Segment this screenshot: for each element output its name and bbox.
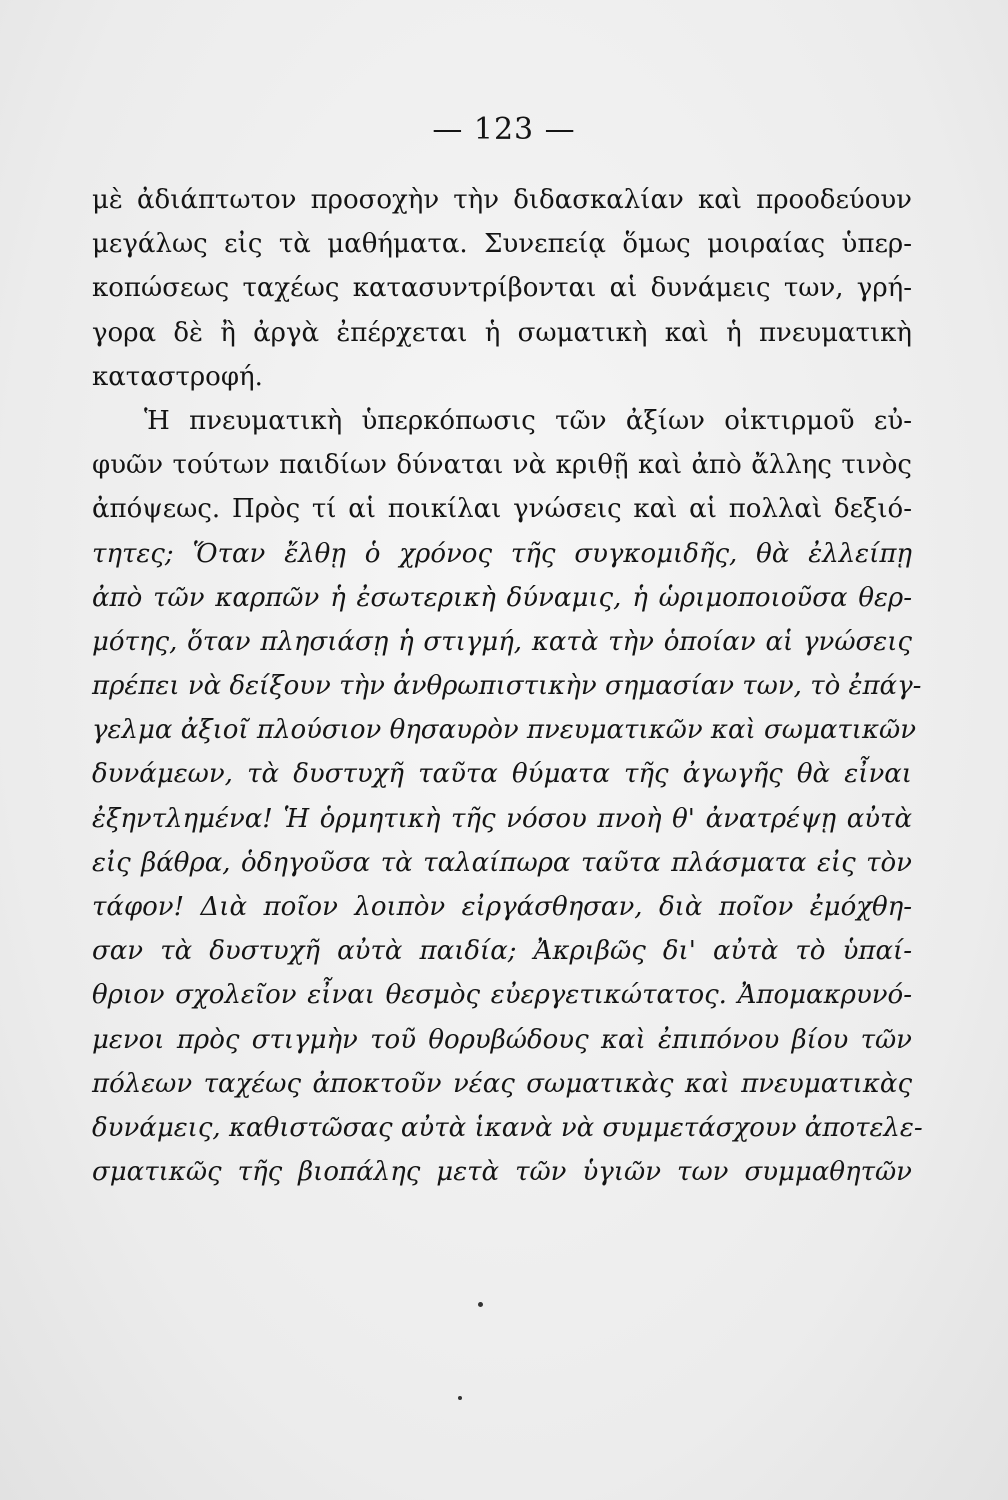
text-line: πόλεων ταχέως ἀποκτοῦν νέας σωματικὰς καὶ πνευματικὰς: [92, 1068, 912, 1099]
text-line: πρέπει νὰ δείξουν τὴν ἀνθρωπιστικὴν σημασίαν των, τὸ ἐπάγ-: [92, 671, 922, 702]
text-line: καταστροφή.: [92, 361, 263, 392]
ink-speck: [458, 1396, 462, 1400]
text-line: δυνάμεων, τὰ δυστυχῆ ταῦτα θύματα τῆς ἀγωγῆς θὰ εἶναι: [92, 759, 912, 790]
page-number: — 123 —: [432, 112, 576, 147]
text-line: μὲ ἀδιάπτωτον προσοχὴν τὴν διδασκαλίαν καὶ προοδεύουν: [92, 185, 912, 215]
text-line: δυνάμεις, καθιστῶσας αὐτὰ ἱκανὰ νὰ συμμετάσχουν ἀποτελε-: [92, 1112, 923, 1143]
text-line: θριον σχολεῖον εἶναι θεσμὸς εὐεργετικώτατος. Ἀπομακρυνό-: [92, 980, 912, 1011]
text-line: γελμα ἀξιοῖ πλούσιον θησαυρὸν πνευματικῶν καὶ σωματικῶν: [92, 715, 917, 746]
text-line: τητες; Ὅταν ἔλθῃ ὁ χρόνος τῆς συγκομιδῆς, θὰ ἐλλείπῃ: [92, 538, 912, 569]
text-line: μότης, ὅταν πλησιάσῃ ἡ στιγμή, κατὰ τὴν ὁποίαν αἱ γνώσεις: [92, 626, 912, 657]
text-line: ἀπὸ τῶν καρπῶν ἡ ἐσωτερικὴ δύναμις, ἡ ὡριμοποιοῦσα θερ-: [92, 582, 912, 613]
text-line: Ἡ πνευματικὴ ὑπερκόπωσις τῶν ἀξίων οἰκτιρμοῦ εὐ-: [144, 405, 912, 436]
text-line: γορα δὲ ἢ ἀργὰ ἐπέρχεται ἡ σωματικὴ καὶ ἡ πνευματικὴ: [92, 317, 912, 348]
text-line: ἀπόψεως. Πρὸς τί αἱ ποικίλαι γνώσεις καὶ αἱ πολλαὶ δεξιό-: [92, 494, 912, 525]
text-line: μενοι πρὸς στιγμὴν τοῦ θορυβώδους καὶ ἐπιπόνου βίου τῶν: [92, 1024, 912, 1055]
text-line: σματικῶς τῆς βιοπάλης μετὰ τῶν ὑγιῶν των συμμαθητῶν: [92, 1157, 912, 1188]
text-line: σαν τὰ δυστυχῆ αὐτὰ παιδία; Ἀκριβῶς δι' αὐτὰ τὸ ὑπαί-: [92, 936, 912, 967]
text-line: ἐξηντλημένα! Ἡ ὁρμητικὴ τῆς νόσου πνοὴ θ' ἀνατρέψῃ αὐτὰ: [92, 803, 912, 834]
text-line: φυῶν τούτων παιδίων δύναται νὰ κριθῇ καὶ ἀπὸ ἄλλης τινὸς: [92, 450, 912, 481]
ink-speck: [478, 1302, 483, 1307]
text-line: μεγάλως εἰς τὰ μαθήματα. Συνεπείᾳ ὅμως μοιραίας ὑπερ-: [92, 229, 912, 260]
text-line: κοπώσεως ταχέως κατασυντρίβονται αἱ δυνάμεις των, γρή-: [92, 273, 912, 304]
text-line: εἰς βάθρα, ὁδηγοῦσα τὰ ταλαίπωρα ταῦτα πλάσματα εἰς τὸν: [92, 847, 912, 878]
body-text: [92, 178, 923, 1194]
text-line: τάφον! Διὰ ποῖον λοιπὸν εἰργάσθησαν, διὰ ποῖον ἐμόχθη-: [92, 892, 912, 922]
